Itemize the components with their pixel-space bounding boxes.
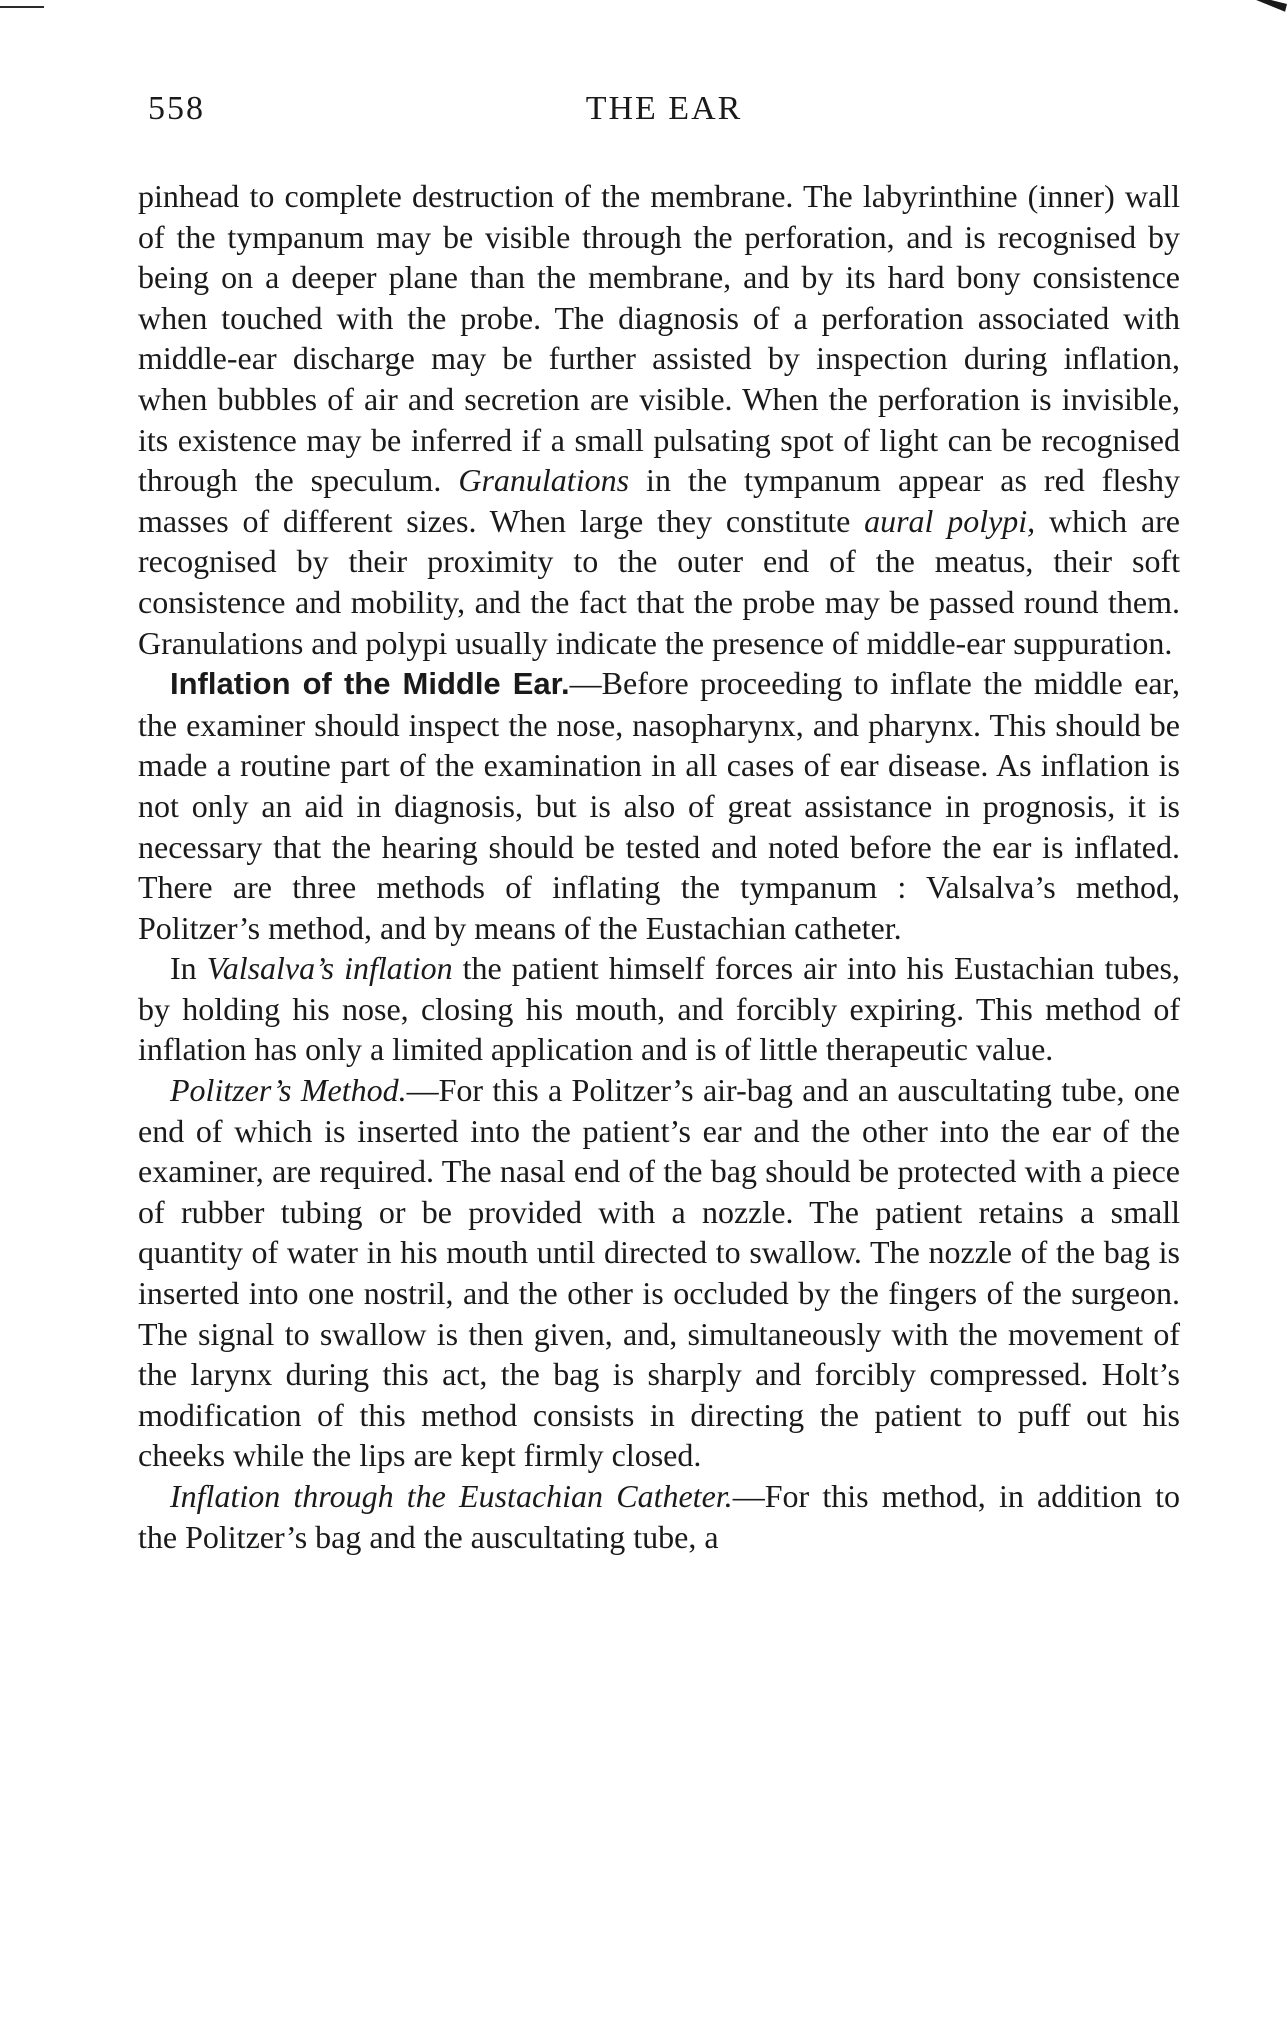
text-run: the patient himself forces air into his Eustachian tubes, by holding his nose, closing his mouth, and forcibly expiring. This method of inflation has only a limited application and is of little therapeutic value.: [138, 950, 1181, 1068]
text-run: in the tympanum appear as red fleshy masses of different sizes. When large they constitute: [138, 462, 1181, 539]
section-run-in-heading: Inflation of the Middle Ear.: [170, 666, 570, 702]
text-run: —For this method, in addition to the Politzer’s bag and the auscultating tube, a: [138, 1478, 1181, 1555]
paragraph: [138, 1070, 1180, 1476]
text-run: In: [170, 950, 207, 987]
page-number: 558: [148, 90, 205, 127]
text-run: —For this a Politzer’s air-bag and an auscultating tube, one end of which is inserted into the patient’s ear and the other into the ear of the examiner, are required. The nasal end of the bag should be protected with a piece of rubber tubing or be provided with a nozzle. The patient retains a small quantity of water in his mouth until directed to swallow. The nozzle of the bag is inserted into one nostril, and the other is occluded by the fingers of the surgeon. The signal to swallow is then given, and, simultaneously with the movement of the larynx during this act, the bag is sharply and forcibly compressed. Holt’s modification of this method consists in directing the patient to puff out his cheeks while the lips are kept firmly closed.: [138, 1072, 1181, 1474]
italic-run: Valsalva’s inflation: [206, 950, 453, 987]
italic-run: Inflation through the Eustachian Catheter.: [170, 1478, 733, 1514]
text-run: pinhead to complete destruction of the membrane. The labyrinthine (inner) wall of the tympanum may be visible through the perforation, and is recognised by being on a deeper plane than the membrane, and by its hard bony consistence when touched with the probe. The diagnosis of a perforation associated with middle-ear discharge may be further assisted by inspection during inflation, when bubbles of air and secretion are visible. When the perforation is invisible, its existence may be inferred if a small pulsating spot of light can be recognised through the speculum.: [138, 178, 1180, 499]
text-run: which are recognised by their proximity to the outer end of the meatus, their soft consistence and mobility, and the fact that the probe may be passed round them. Granulations and polypi usually indicate the presence of middle-ear suppuration.: [138, 502, 1180, 661]
text-run: —Before proceeding to inflate the middle ear, the examiner should inspect the nose, nasopharynx, and pharynx. This should be made a routine part of the examination in all cases of ear disease. As inflation is not only an aid in diagnosis, but is also of great assistance in prognosis, it is necessary that the hearing should be tested and noted before the ear is inflated. There are three methods of inflating the tympanum : Valsalva’s method, Politzer’s method, and by means of the Eustachian catheter.: [138, 665, 1180, 946]
paragraph: [138, 948, 1180, 1070]
italic-run: Politzer’s Method.: [170, 1072, 407, 1109]
italic-run: Granulations: [458, 462, 630, 499]
running-head: [148, 90, 1180, 130]
italic-run: aural polypi,: [864, 502, 1036, 539]
running-title: THE EAR: [585, 90, 743, 127]
paragraph: [138, 663, 1180, 948]
scan-corner-mark: [1231, 0, 1287, 12]
scan-edge-mark: [0, 6, 44, 8]
paragraph: [138, 176, 1180, 663]
paragraph: [138, 1476, 1180, 1557]
body-text: [138, 176, 1180, 1557]
